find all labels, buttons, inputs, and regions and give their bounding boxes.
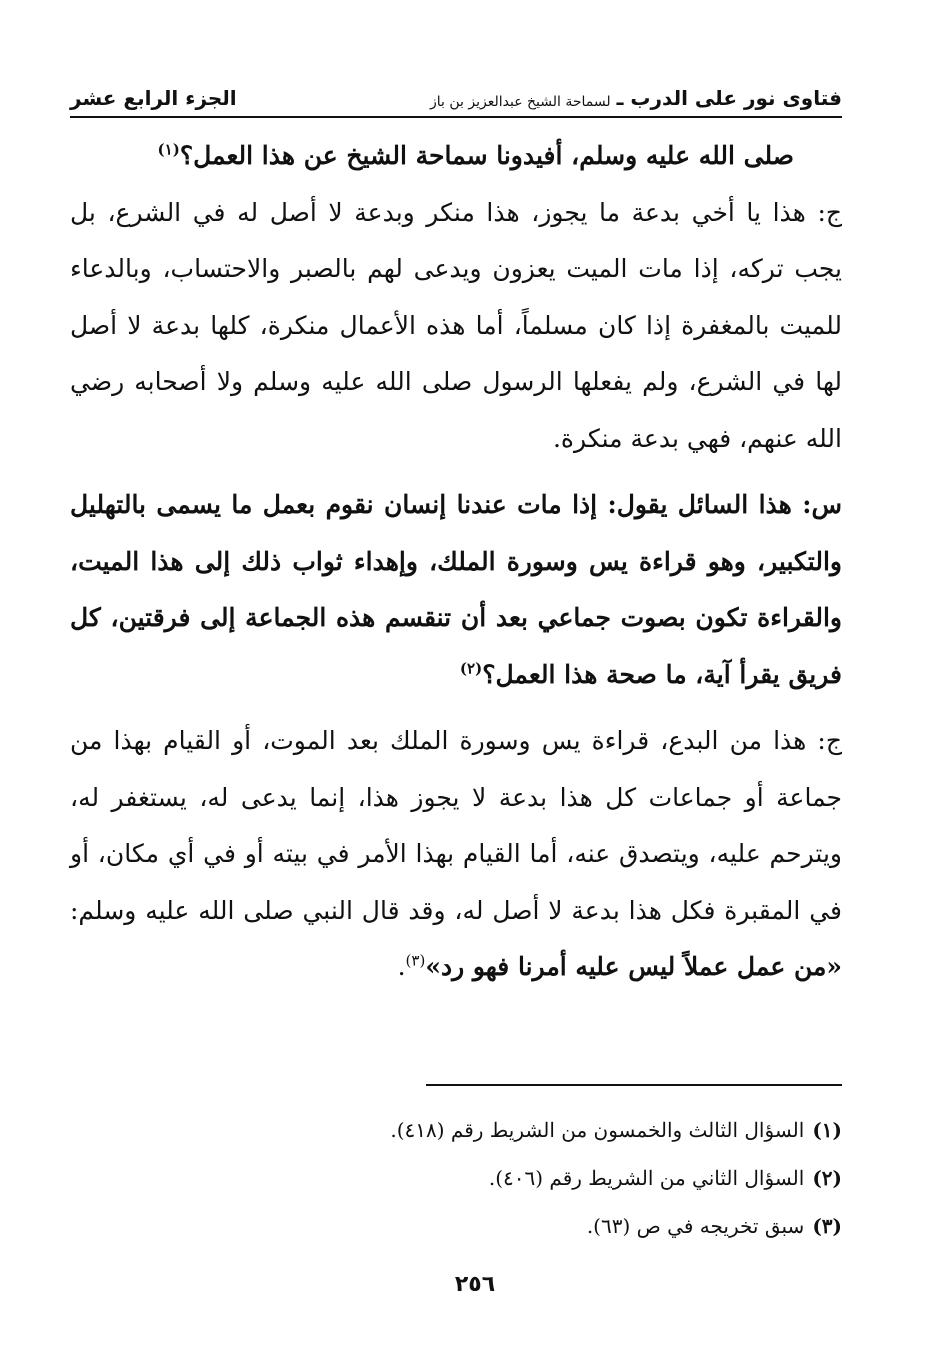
- footnote-1: [70, 1106, 842, 1154]
- answer-2-text: ج: هذا من البدع، قراءة يس وسورة الملك بعد الموت، أو القيام بهذا من جماعة أو جماعات كل هذا بدعة لا يجوز هذا، إنما يدعى له، يستغفر له، ويترحم عليه، ويتصدق عنه، أما القيام بهذا الأمر في بيته أو في أي مكان، أو في المقبرة فكل هذا بدعة لا أصل له، وقد قال النبي صلى الله عليه وسلم:: [70, 726, 842, 925]
- answer-1: ج: هذا يا أخي بدعة ما يجوز، هذا منكر وبدعة لا أصل له في الشرع، بل يجب تركه، إذا مات الميت يعزون ويدعى لهم بالصبر والاحتساب، وبالدعاء للميت بالمغفرة إذا كان مسلماً، أما هذه الأعمال منكرة، كلها بدعة لا أصل لها في الشرع، ولم يفعلها الرسول صلى الله عليه وسلم ولا أصحابه رضي الله عنهم، فهي بدعة منكرة.: [70, 197, 842, 453]
- running-header: [70, 70, 842, 118]
- footnote-2: [70, 1154, 842, 1202]
- answer-2-end: .: [397, 952, 406, 981]
- question-2: [70, 477, 842, 703]
- footnotes: [70, 1106, 842, 1250]
- volume-label: الجزء الرابع عشر: [70, 86, 237, 110]
- footnote-ref-2: (٢): [459, 659, 483, 678]
- question-2-text: س: هذا السائل يقول: إذا مات عندنا إنسان نقوم بعمل ما يسمى بالتهليل والتكبير، وهو قراءة يس وسورة الملك، وإهداء ثواب ذلك إلى هذا الميت، والقراءة تكون بصوت جماعي بعد أن تنقسم هذه الجماعة إلى فرقتين، كل فريق يقرأ آية، ما صحة هذا العمل؟: [70, 490, 842, 689]
- footnote-text: السؤال الثاني من الشريط رقم (٤٠٦).: [488, 1166, 805, 1190]
- answer-2: [70, 713, 842, 996]
- header-title-group: [430, 86, 842, 110]
- paragraph-gap: [70, 703, 842, 713]
- paragraph-gap: [70, 467, 842, 477]
- footnote-text: سبق تخريجه في ص (٦٣).: [586, 1214, 805, 1238]
- question-continuation: [70, 128, 842, 185]
- footnote-divider: [426, 1084, 842, 1086]
- question-continuation-text: صلى الله عليه وسلم، أفيدونا سماحة الشيخ عن هذا العمل؟: [179, 141, 794, 170]
- footnote-text: السؤال الثالث والخمسون من الشريط رقم (٤١٨).: [390, 1118, 805, 1142]
- hadith-quote: «من عمل عملاً ليس عليه أمرنا فهو رد»: [425, 952, 842, 981]
- footnote-ref-1: (١): [157, 140, 180, 159]
- book-title: فتاوى نور على الدرب ـ: [616, 86, 842, 110]
- author-name: لسماحة الشيخ عبدالعزيز بن باز: [429, 94, 611, 110]
- page-body: [70, 128, 842, 996]
- footnote-number: (٣): [812, 1214, 842, 1238]
- footnote-number: (٢): [812, 1166, 842, 1190]
- footnote-ref-3: (٣): [405, 951, 426, 970]
- page-number: ٢٥٦: [454, 1272, 496, 1297]
- footnote-3: [70, 1202, 842, 1250]
- footnote-number: (١): [812, 1118, 842, 1142]
